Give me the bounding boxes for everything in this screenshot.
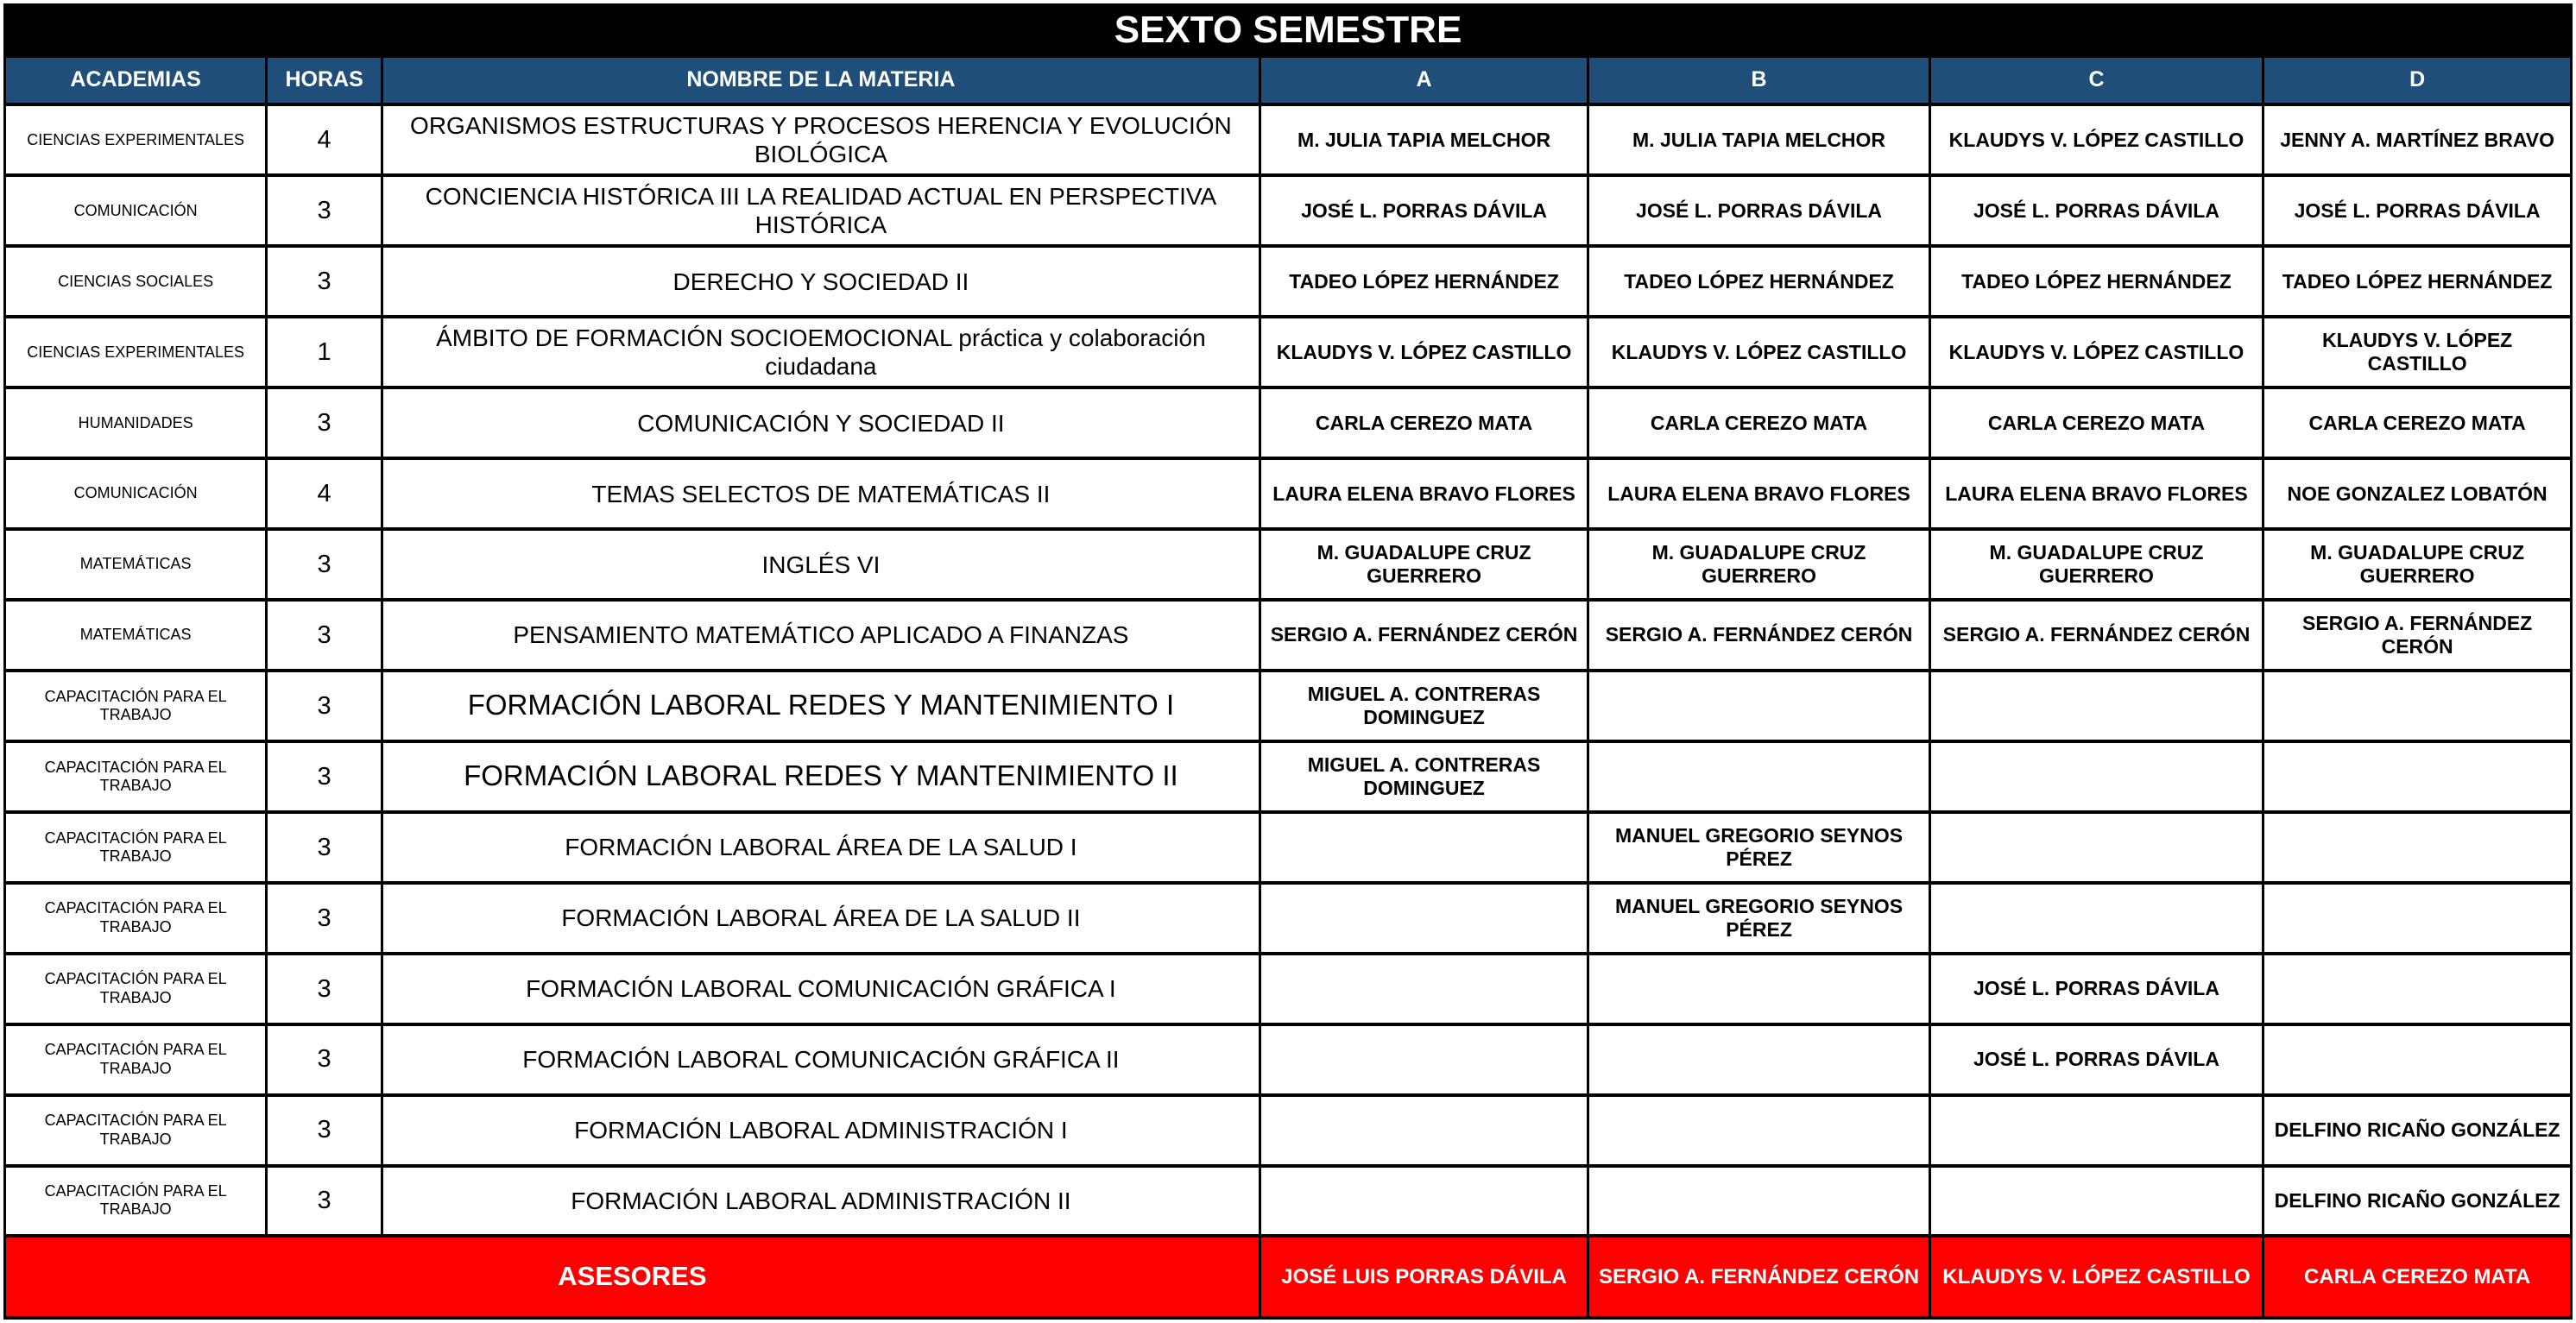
group-d-cell: KLAUDYS V. LÓPEZ CASTILLO (2263, 317, 2572, 387)
materia-cell: FORMACIÓN LABORAL ADMINISTRACIÓN I (382, 1095, 1260, 1166)
column-header-materia: NOMBRE DE LA MATERIA (382, 56, 1260, 105)
group-a-cell: M. GUADALUPE CRUZ GUERRERO (1260, 529, 1588, 600)
group-d-cell: DELFINO RICAÑO GONZÁLEZ (2263, 1095, 2572, 1166)
group-d-cell (2263, 883, 2572, 954)
horas-cell: 3 (267, 954, 382, 1024)
group-b-cell: LAURA ELENA BRAVO FLORES (1588, 458, 1929, 529)
horas-cell: 3 (267, 812, 382, 883)
table-row (5, 954, 2572, 1024)
schedule-body (5, 5, 2572, 1318)
group-a-cell: SERGIO A. FERNÁNDEZ CERÓN (1260, 600, 1588, 671)
materia-cell: FORMACIÓN LABORAL ÁREA DE LA SALUD I (382, 812, 1260, 883)
materia-cell: ÁMBITO DE FORMACIÓN SOCIOEMOCIONAL práctica y colaboración ciudadana (382, 317, 1260, 387)
group-d-cell (2263, 954, 2572, 1024)
table-row (5, 741, 2572, 812)
horas-cell: 4 (267, 104, 382, 175)
materia-cell: FORMACIÓN LABORAL COMUNICACIÓN GRÁFICA I (382, 954, 1260, 1024)
group-d-cell (2263, 812, 2572, 883)
table-row (5, 600, 2572, 671)
materia-cell: TEMAS SELECTOS DE MATEMÁTICAS II (382, 458, 1260, 529)
group-b-cell (1588, 1024, 1929, 1095)
group-a-cell (1260, 812, 1588, 883)
academia-cell: MATEMÁTICAS (5, 529, 267, 600)
semester-schedule-table (3, 3, 2573, 1320)
table-row (5, 317, 2572, 387)
table-row (5, 1095, 2572, 1166)
group-b-cell: JOSÉ L. PORRAS DÁVILA (1588, 175, 1929, 246)
group-b-cell: TADEO LÓPEZ HERNÁNDEZ (1588, 246, 1929, 317)
group-c-cell (1929, 671, 2263, 741)
academia-cell: CAPACITACIÓN PARA EL TRABAJO (5, 671, 267, 741)
group-b-cell: CARLA CEREZO MATA (1588, 387, 1929, 458)
horas-cell: 4 (267, 458, 382, 529)
table-row (5, 1166, 2572, 1237)
group-c-cell (1929, 741, 2263, 812)
table-row (5, 883, 2572, 954)
column-header-row (5, 56, 2572, 105)
group-a-cell: CARLA CEREZO MATA (1260, 387, 1588, 458)
group-c-cell (1929, 1095, 2263, 1166)
group-b-cell (1588, 1095, 1929, 1166)
semester-title: SEXTO SEMESTRE (5, 5, 2572, 56)
materia-cell: ORGANISMOS ESTRUCTURAS Y PROCESOS HERENCIA Y EVOLUCIÓN BIOLÓGICA (382, 104, 1260, 175)
group-c-cell: M. GUADALUPE CRUZ GUERRERO (1929, 529, 2263, 600)
materia-cell: FORMACIÓN LABORAL COMUNICACIÓN GRÁFICA II (382, 1024, 1260, 1095)
group-c-cell: TADEO LÓPEZ HERNÁNDEZ (1929, 246, 2263, 317)
group-a-cell: MIGUEL A. CONTRERAS DOMINGUEZ (1260, 671, 1588, 741)
group-b-cell (1588, 671, 1929, 741)
group-a-cell: M. JULIA TAPIA MELCHOR (1260, 104, 1588, 175)
academia-cell: CAPACITACIÓN PARA EL TRABAJO (5, 741, 267, 812)
table-row (5, 387, 2572, 458)
horas-cell: 3 (267, 741, 382, 812)
asesores-row (5, 1236, 2572, 1318)
horas-cell: 3 (267, 1024, 382, 1095)
academia-cell: HUMANIDADES (5, 387, 267, 458)
asesor-group-b-cell: SERGIO A. FERNÁNDEZ CERÓN (1588, 1236, 1929, 1318)
horas-cell: 3 (267, 883, 382, 954)
group-b-cell: MANUEL GREGORIO SEYNOS PÉREZ (1588, 812, 1929, 883)
group-b-cell: M. JULIA TAPIA MELCHOR (1588, 104, 1929, 175)
materia-cell: FORMACIÓN LABORAL REDES Y MANTENIMIENTO I (382, 671, 1260, 741)
academia-cell: CAPACITACIÓN PARA EL TRABAJO (5, 1166, 267, 1237)
group-a-cell (1260, 1166, 1588, 1237)
group-c-cell (1929, 812, 2263, 883)
group-b-cell: SERGIO A. FERNÁNDEZ CERÓN (1588, 600, 1929, 671)
group-c-cell: KLAUDYS V. LÓPEZ CASTILLO (1929, 104, 2263, 175)
horas-cell: 3 (267, 529, 382, 600)
group-d-cell: NOE GONZALEZ LOBATÓN (2263, 458, 2572, 529)
materia-cell: PENSAMIENTO MATEMÁTICO APLICADO A FINANZAS (382, 600, 1260, 671)
materia-cell: FORMACIÓN LABORAL REDES Y MANTENIMIENTO II (382, 741, 1260, 812)
group-d-cell: CARLA CEREZO MATA (2263, 387, 2572, 458)
group-a-cell: MIGUEL A. CONTRERAS DOMINGUEZ (1260, 741, 1588, 812)
group-d-cell: TADEO LÓPEZ HERNÁNDEZ (2263, 246, 2572, 317)
group-b-cell: KLAUDYS V. LÓPEZ CASTILLO (1588, 317, 1929, 387)
group-d-cell: DELFINO RICAÑO GONZÁLEZ (2263, 1166, 2572, 1237)
group-c-cell: JOSÉ L. PORRAS DÁVILA (1929, 954, 2263, 1024)
academia-cell: CAPACITACIÓN PARA EL TRABAJO (5, 1024, 267, 1095)
group-c-cell: JOSÉ L. PORRAS DÁVILA (1929, 175, 2263, 246)
group-c-cell: KLAUDYS V. LÓPEZ CASTILLO (1929, 317, 2263, 387)
academia-cell: COMUNICACIÓN (5, 175, 267, 246)
horas-cell: 3 (267, 387, 382, 458)
column-header-group-d: D (2263, 56, 2572, 105)
group-d-cell (2263, 1024, 2572, 1095)
title-row (5, 5, 2572, 56)
horas-cell: 3 (267, 246, 382, 317)
group-b-cell: MANUEL GREGORIO SEYNOS PÉREZ (1588, 883, 1929, 954)
table-row (5, 1024, 2572, 1095)
table-row (5, 458, 2572, 529)
academia-cell: CAPACITACIÓN PARA EL TRABAJO (5, 1095, 267, 1166)
group-d-cell: JOSÉ L. PORRAS DÁVILA (2263, 175, 2572, 246)
table-row (5, 104, 2572, 175)
group-d-cell (2263, 741, 2572, 812)
horas-cell: 3 (267, 175, 382, 246)
table-row (5, 529, 2572, 600)
group-a-cell: JOSÉ L. PORRAS DÁVILA (1260, 175, 1588, 246)
group-b-cell: M. GUADALUPE CRUZ GUERRERO (1588, 529, 1929, 600)
materia-cell: COMUNICACIÓN Y SOCIEDAD II (382, 387, 1260, 458)
academia-cell: MATEMÁTICAS (5, 600, 267, 671)
academia-cell: CAPACITACIÓN PARA EL TRABAJO (5, 954, 267, 1024)
academia-cell: CIENCIAS EXPERIMENTALES (5, 104, 267, 175)
group-d-cell: JENNY A. MARTÍNEZ BRAVO (2263, 104, 2572, 175)
academia-cell: CIENCIAS SOCIALES (5, 246, 267, 317)
group-a-cell (1260, 883, 1588, 954)
table-row (5, 812, 2572, 883)
column-header-group-b: B (1588, 56, 1929, 105)
group-c-cell: CARLA CEREZO MATA (1929, 387, 2263, 458)
group-b-cell (1588, 1166, 1929, 1237)
group-c-cell (1929, 883, 2263, 954)
table-row (5, 246, 2572, 317)
materia-cell: DERECHO Y SOCIEDAD II (382, 246, 1260, 317)
academia-cell: CIENCIAS EXPERIMENTALES (5, 317, 267, 387)
column-header-group-c: C (1929, 56, 2263, 105)
horas-cell: 3 (267, 1166, 382, 1237)
horas-cell: 3 (267, 600, 382, 671)
column-header-academias: ACADEMIAS (5, 56, 267, 105)
group-b-cell (1588, 954, 1929, 1024)
group-a-cell (1260, 1024, 1588, 1095)
materia-cell: CONCIENCIA HISTÓRICA III LA REALIDAD ACTUAL EN PERSPECTIVA HISTÓRICA (382, 175, 1260, 246)
materia-cell: FORMACIÓN LABORAL ÁREA DE LA SALUD II (382, 883, 1260, 954)
academia-cell: CAPACITACIÓN PARA EL TRABAJO (5, 812, 267, 883)
group-d-cell: M. GUADALUPE CRUZ GUERRERO (2263, 529, 2572, 600)
group-c-cell (1929, 1166, 2263, 1237)
group-a-cell (1260, 1095, 1588, 1166)
horas-cell: 3 (267, 671, 382, 741)
column-header-horas: HORAS (267, 56, 382, 105)
group-b-cell (1588, 741, 1929, 812)
materia-cell: INGLÉS VI (382, 529, 1260, 600)
group-c-cell: SERGIO A. FERNÁNDEZ CERÓN (1929, 600, 2263, 671)
table-row (5, 175, 2572, 246)
group-c-cell: JOSÉ L. PORRAS DÁVILA (1929, 1024, 2263, 1095)
group-d-cell: SERGIO A. FERNÁNDEZ CERÓN (2263, 600, 2572, 671)
group-a-cell: TADEO LÓPEZ HERNÁNDEZ (1260, 246, 1588, 317)
group-c-cell: LAURA ELENA BRAVO FLORES (1929, 458, 2263, 529)
academia-cell: COMUNICACIÓN (5, 458, 267, 529)
horas-cell: 3 (267, 1095, 382, 1166)
group-a-cell (1260, 954, 1588, 1024)
materia-cell: FORMACIÓN LABORAL ADMINISTRACIÓN II (382, 1166, 1260, 1237)
group-a-cell: KLAUDYS V. LÓPEZ CASTILLO (1260, 317, 1588, 387)
asesores-label: ASESORES (5, 1236, 1260, 1318)
asesor-group-d-cell: CARLA CEREZO MATA (2263, 1236, 2572, 1318)
asesor-group-c-cell: KLAUDYS V. LÓPEZ CASTILLO (1929, 1236, 2263, 1318)
academia-cell: CAPACITACIÓN PARA EL TRABAJO (5, 883, 267, 954)
group-a-cell: LAURA ELENA BRAVO FLORES (1260, 458, 1588, 529)
group-d-cell (2263, 671, 2572, 741)
table-row (5, 671, 2572, 741)
asesor-group-a-cell: JOSÉ LUIS PORRAS DÁVILA (1260, 1236, 1588, 1318)
column-header-group-a: A (1260, 56, 1588, 105)
horas-cell: 1 (267, 317, 382, 387)
